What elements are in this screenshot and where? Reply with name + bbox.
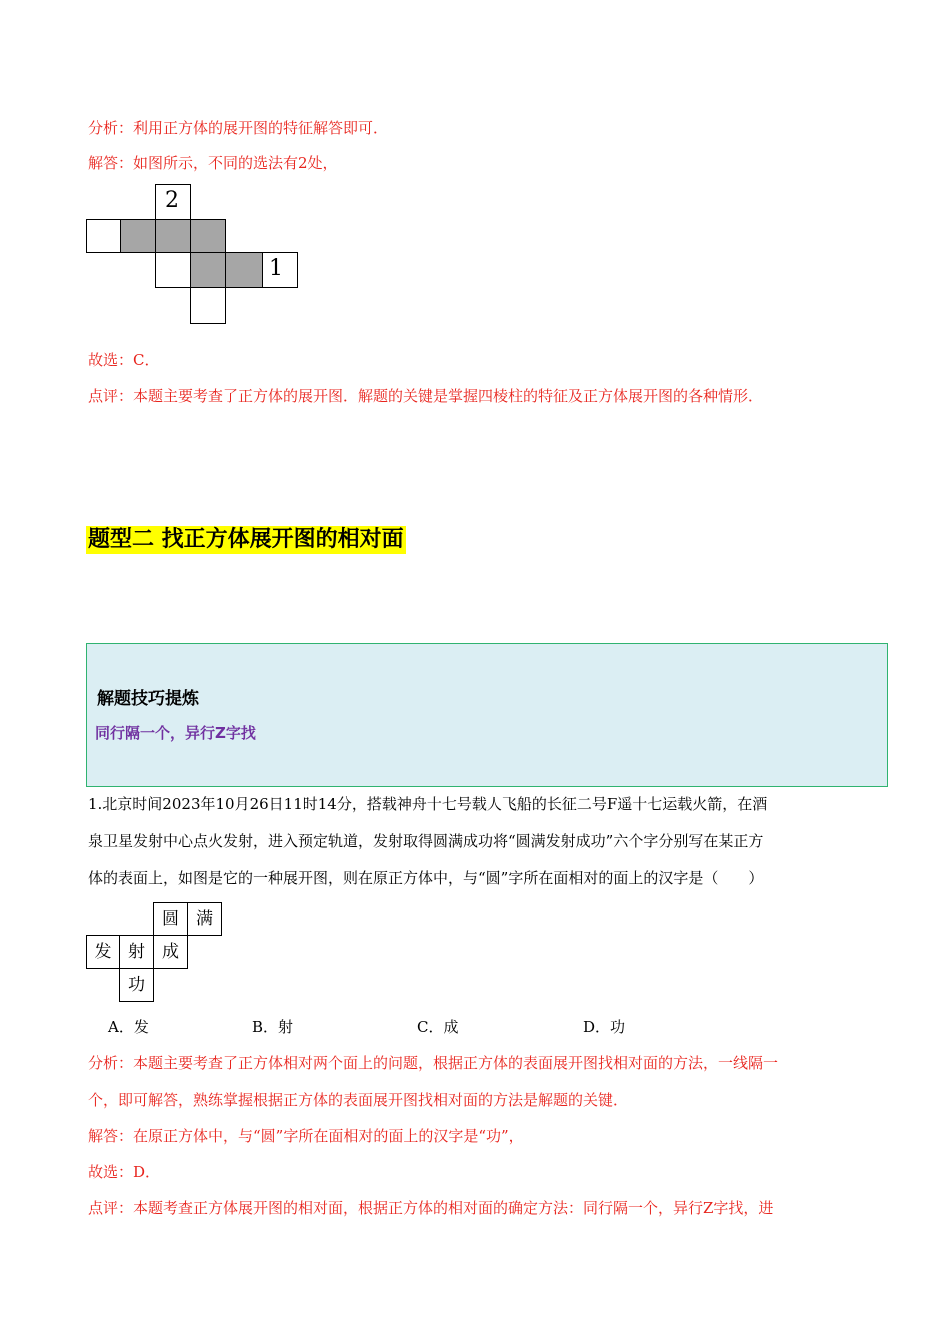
question-line-3: 体的表面上，如图是它的一种展开图，则在原正方体中，与“圆”字所在面相对的面上的汉字是（ ）: [88, 869, 764, 887]
q1-analysis-line-2: 个，即可解答，熟练掌握根据正方体的表面展开图找相对面的方法是解题的关键．: [88, 1091, 629, 1109]
tip-title: 解题技巧提炼: [97, 689, 199, 709]
option-b: B．射: [252, 1018, 294, 1036]
grid-cell: [155, 252, 191, 288]
q1-analysis-line-1: 分析：本题主要考查了正方体相对两个面上的问题，根据正方体的表面展开图找相对面的方法，一线隔一: [88, 1054, 779, 1072]
grid-cell: [190, 287, 226, 324]
grid-label-2: 2: [165, 188, 179, 213]
answer-text: 解答：如图所示，不同的选法有2处，: [88, 154, 338, 172]
comment-text: 点评：本题主要考查了正方体的展开图．解题的关键是掌握四棱柱的特征及正方体展开图的各种情形．: [88, 387, 764, 405]
net-cell-she: 射: [119, 935, 154, 969]
grid-label-1: 1: [269, 256, 283, 281]
net-cell-yuan: 圆: [153, 902, 188, 936]
question-line-1: 1.北京时间2023年10月26日11时14分，搭载神舟十七号载人飞船的长征二号F遥十七运载火箭，在酒: [88, 795, 768, 813]
grid-cell-right: [262, 252, 298, 288]
section-heading: 题型二 找正方体展开图的相对面: [88, 527, 404, 552]
net-cell-fa: 发: [86, 935, 120, 969]
analysis-text: 分析：利用正方体的展开图的特征解答即可．: [88, 119, 389, 137]
tip-box: [86, 643, 888, 787]
question-line-2: 泉卫星发射中心点火发射，进入预定轨道，发射取得圆满成功将“圆满发射成功”六个字分别写在某正方: [88, 832, 764, 850]
q1-choice: 故选：D．: [88, 1163, 161, 1181]
grid-cell-shaded: [225, 252, 263, 288]
net-cell-cheng: 成: [153, 935, 188, 969]
tip-text: 同行隔一个，异行Z字找: [95, 724, 256, 742]
q1-comment: 点评：本题考查正方体展开图的相对面，根据正方体的相对面的确定方法：同行隔一个，异行Z字找，进: [88, 1199, 774, 1217]
net-cell-man: 满: [187, 902, 222, 936]
option-a: A．发: [108, 1018, 149, 1036]
choice-text: 故选：C．: [88, 351, 160, 369]
option-d: D．功: [583, 1018, 626, 1036]
q1-answer: 解答：在原正方体中，与“圆”字所在面相对的面上的汉字是“功”，: [88, 1127, 524, 1145]
grid-cell-shaded: [120, 219, 156, 253]
grid-cell-shaded: [155, 219, 191, 253]
grid-cell-top: [155, 184, 191, 220]
grid-cell-shaded: [190, 252, 226, 288]
grid-cell: [86, 219, 121, 253]
grid-cell-shaded: [190, 219, 226, 253]
net-cell-gong: 功: [119, 968, 154, 1002]
option-c: C．成: [417, 1018, 459, 1036]
